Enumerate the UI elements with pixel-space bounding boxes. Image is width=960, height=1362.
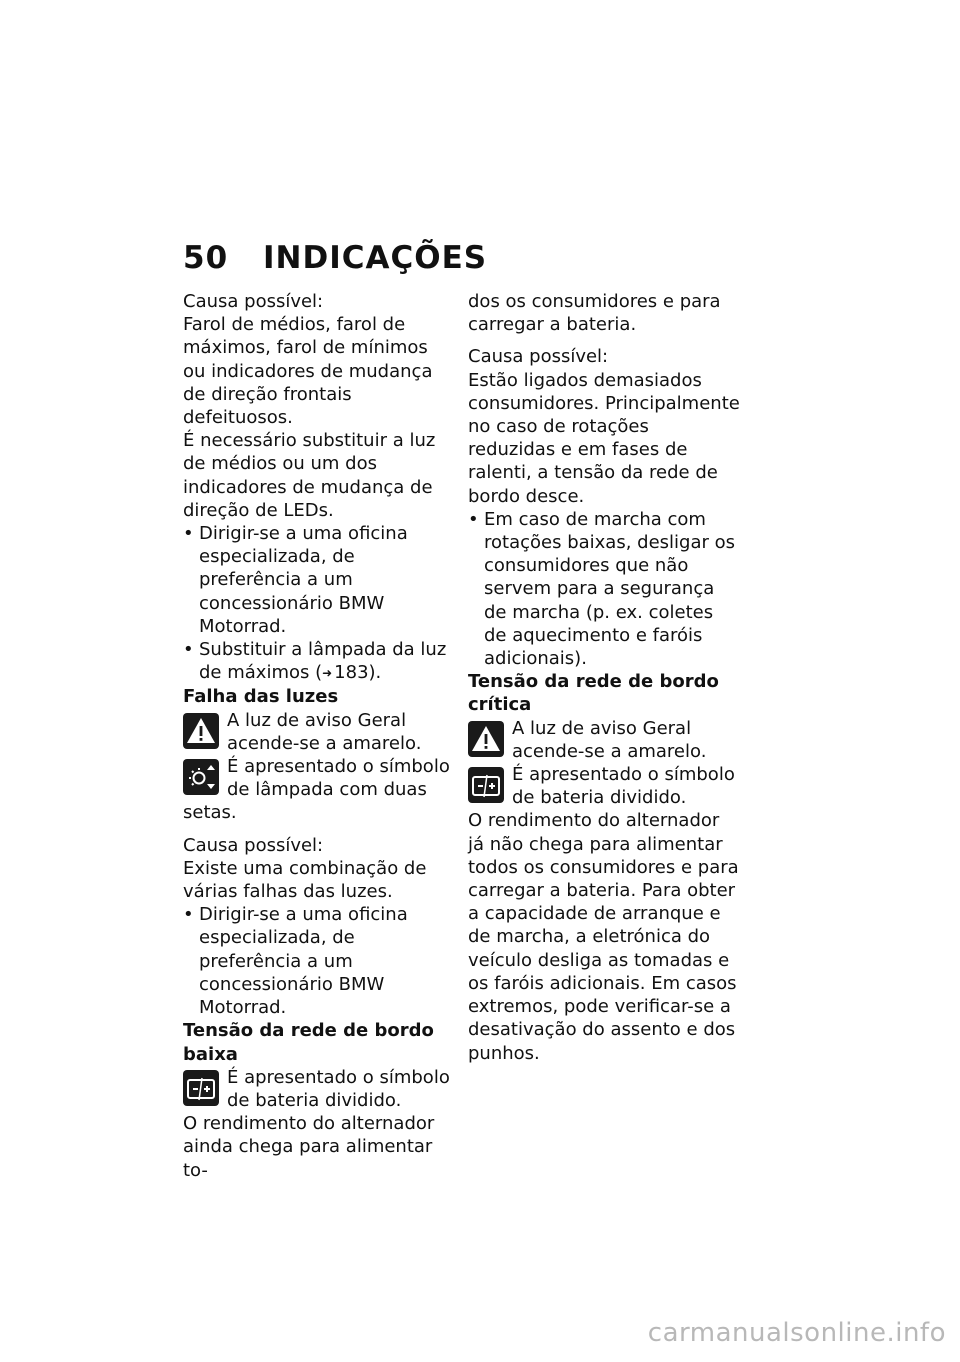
note-text: É necessário substituir a luz de médios ou um dos indicadores de mudança de direção de LEDs. bbox=[183, 430, 436, 521]
bullet-item: • Dirigir-se a uma oficina especializada, de preferência a um concessionário BMW Motorrad. bbox=[183, 903, 451, 1019]
lamp-arrows-icon bbox=[183, 759, 219, 795]
battery-text: É apresentado o símbolo de bateria dividido. bbox=[512, 764, 735, 809]
warning-text: A luz de aviso Geral acende-se a amarelo. bbox=[512, 717, 707, 762]
right-column bbox=[468, 290, 740, 1065]
warning-triangle-icon bbox=[183, 713, 219, 749]
cause-label: Causa possível: bbox=[183, 834, 324, 856]
cause-text: Farol de médios, farol de máximos, farol de mínimos ou indicadores de mudança de direção frontais defeituosos. bbox=[183, 314, 433, 429]
section-heading: Tensão da rede de bordo baixa bbox=[183, 1020, 434, 1065]
section-heading: Falha das luzes bbox=[183, 686, 339, 708]
cause-text: Existe uma combinação de várias falhas das luzes. bbox=[183, 857, 427, 903]
bulb-text: É apresentado o símbolo de lâmpada com duas setas. bbox=[183, 756, 450, 824]
alternator-text: O rendimento do alternador já não chega para alimentar todos os consumidores e para carregar a bateria. Para obter a capacidade de arranque e de marcha, a eletrónica do veículo desliga as tomadas e os faróis adicionais. Em casos extremos, pode verificar-se a desativação do assento e dos punhos. bbox=[468, 810, 739, 1064]
bulb-paragraph bbox=[183, 755, 451, 825]
battery-text: É apresentado o símbolo de bateria dividido. bbox=[227, 1066, 450, 1111]
arrow-reference-icon: ➜ bbox=[322, 666, 333, 681]
battery-icon bbox=[468, 767, 504, 803]
continued-text: dos os consumidores e para carregar a bateria. bbox=[468, 291, 721, 336]
page-header bbox=[183, 240, 487, 276]
chapter-title: INDICAÇÕES bbox=[263, 240, 488, 276]
cause-label: Causa possível: bbox=[183, 291, 324, 312]
cause-text: Estão ligados demasiados consumidores. Principalmente no caso de rotações reduzidas e em fases de ralenti, a tensão da rede de bordo desce. bbox=[468, 369, 740, 507]
page-number: 50 bbox=[183, 240, 229, 276]
bullet-item: • Dirigir-se a uma oficina especializada, de preferência a um concessionário BMW Motorrad. bbox=[183, 522, 451, 638]
site-watermark: carmanualsonline.info bbox=[647, 1318, 946, 1348]
warning-paragraph bbox=[183, 709, 451, 755]
page-reference: 183). bbox=[334, 662, 382, 684]
cause-label: Causa possível: bbox=[468, 346, 609, 368]
warning-paragraph bbox=[468, 717, 740, 763]
bullet-item: • Em caso de marcha com rotações baixas, desligar os consumidores que não servem para a segurança de marcha (p. ex. coletes de aquecimento e faróis adicionais). bbox=[468, 508, 740, 670]
battery-paragraph bbox=[468, 763, 740, 809]
warning-triangle-icon bbox=[468, 721, 504, 757]
battery-paragraph bbox=[183, 1066, 451, 1112]
alternator-text: O rendimento do alternador ainda chega para alimentar to- bbox=[183, 1113, 435, 1181]
bullet-text: Substituir a lâmpada da luz de máximos ( bbox=[199, 639, 447, 684]
warning-text: A luz de aviso Geral acende-se a amarelo. bbox=[227, 709, 422, 754]
battery-icon bbox=[183, 1070, 219, 1106]
bullet-item bbox=[183, 638, 451, 685]
left-column bbox=[183, 290, 451, 1182]
section-heading: Tensão da rede de bordo crítica bbox=[468, 671, 719, 716]
